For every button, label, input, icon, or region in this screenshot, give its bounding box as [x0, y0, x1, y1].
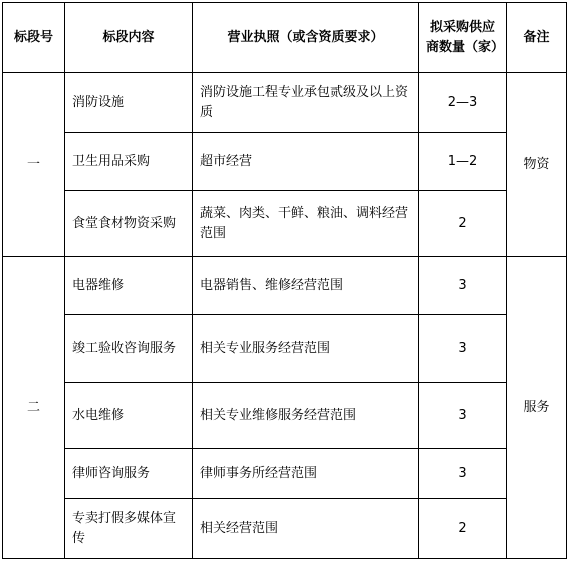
section-content-cell: 卫生用品采购 [65, 133, 193, 191]
section-content-cell: 食堂食材物资采购 [65, 191, 193, 257]
supplier-count-cell: 2 [419, 499, 507, 559]
section-content-cell: 电器维修 [65, 257, 193, 315]
header-section-no: 标段号 [3, 3, 65, 73]
table-row [3, 191, 567, 257]
header-supplier-count: 拟采购供应商数量（家） [419, 3, 507, 73]
license-cell: 相关专业维修服务经营范围 [193, 383, 419, 449]
table-row [3, 73, 567, 133]
license-cell: 相关经营范围 [193, 499, 419, 559]
table-row [3, 449, 567, 499]
table-header-row [3, 3, 567, 73]
header-license: 营业执照（或含资质要求） [193, 3, 419, 73]
section-no-cell: 二 [3, 257, 65, 559]
table-row [3, 257, 567, 315]
table-row [3, 133, 567, 191]
table-row [3, 315, 567, 383]
table-row [3, 499, 567, 559]
remark-cell: 物资 [507, 73, 567, 257]
supplier-count-cell: 2—3 [419, 73, 507, 133]
license-cell: 相关专业服务经营范围 [193, 315, 419, 383]
license-cell: 消防设施工程专业承包贰级及以上资质 [193, 73, 419, 133]
section-content-cell: 竣工验收咨询服务 [65, 315, 193, 383]
supplier-count-cell: 3 [419, 315, 507, 383]
supplier-count-cell: 3 [419, 383, 507, 449]
bid-section-table [2, 2, 567, 559]
license-cell: 超市经营 [193, 133, 419, 191]
header-remark: 备注 [507, 3, 567, 73]
header-section-content: 标段内容 [65, 3, 193, 73]
supplier-count-cell: 1—2 [419, 133, 507, 191]
supplier-count-cell: 2 [419, 191, 507, 257]
supplier-count-cell: 3 [419, 257, 507, 315]
license-cell: 律师事务所经营范围 [193, 449, 419, 499]
table-row [3, 383, 567, 449]
section-content-cell: 专卖打假多媒体宣传 [65, 499, 193, 559]
remark-cell: 服务 [507, 257, 567, 559]
section-content-cell: 律师咨询服务 [65, 449, 193, 499]
license-cell: 蔬菜、肉类、干鲜、粮油、调料经营范围 [193, 191, 419, 257]
section-no-cell: 一 [3, 73, 65, 257]
section-content-cell: 消防设施 [65, 73, 193, 133]
license-cell: 电器销售、维修经营范围 [193, 257, 419, 315]
section-content-cell: 水电维修 [65, 383, 193, 449]
supplier-count-cell: 3 [419, 449, 507, 499]
